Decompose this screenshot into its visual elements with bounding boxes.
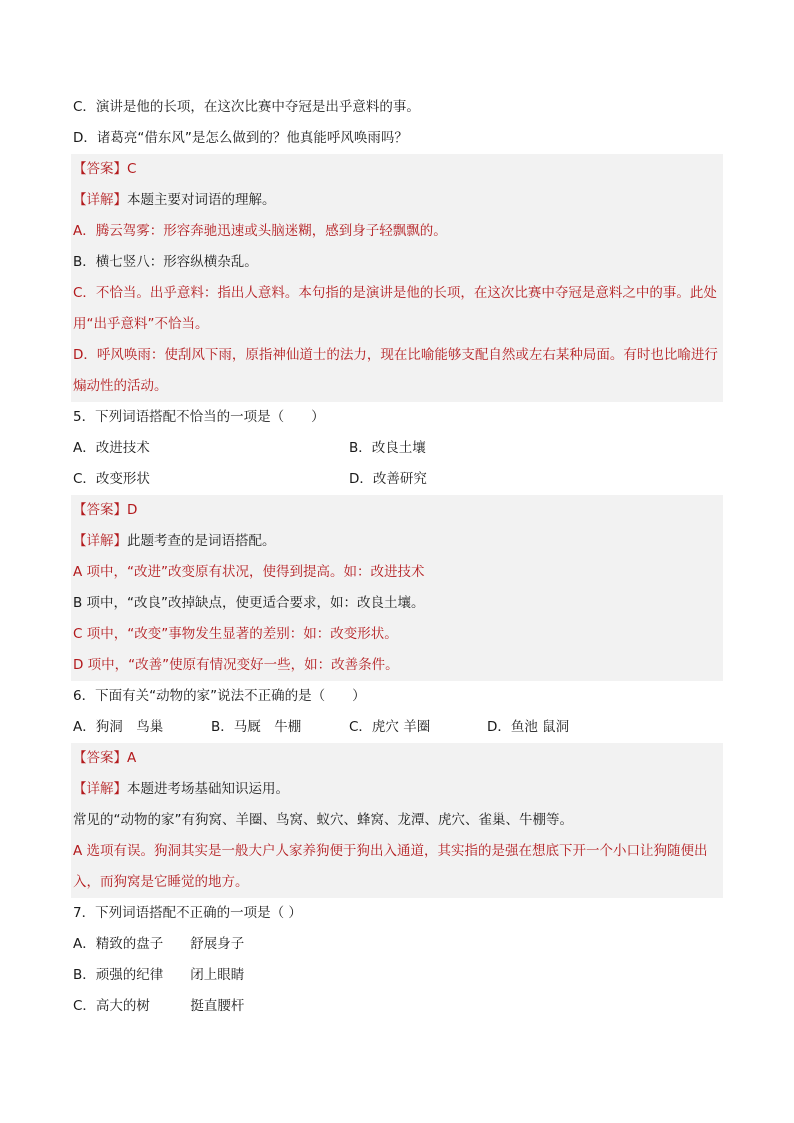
q6-option-a: A．狗洞 鸟巢 <box>73 719 164 735</box>
q4-answer-block <box>71 154 723 402</box>
detail-tag: 【详解】 <box>73 192 127 208</box>
q5-stem: 5．下列词语搭配不恰当的一项是（ ） <box>73 409 325 425</box>
answer-tag: 【答案】 <box>73 750 127 766</box>
q6-detail-common: 常见的“动物的家”有狗窝、羊圈、鸟窝、蚁穴、蜂窝、龙潭、虎穴、雀巢、牛棚等。 <box>73 812 573 828</box>
q5-options-row-2 <box>71 464 723 495</box>
q6-detail-a: A 选项有误。狗洞其实是一般大户人家养狗便于狗出入通道，其实指的是强在想底下开一个小口让狗随便出入，而狗窝是它睡觉的地方。 <box>73 843 708 890</box>
answer-value: C <box>127 161 137 177</box>
q5-option-d: D．改善研究 <box>349 471 427 487</box>
q5-detail-c: C 项中，“改变”事物发生显著的差别：如：改变形状。 <box>73 626 398 642</box>
q5-detail-d: D 项中，“改善”使原有情况变好一些，如：改善条件。 <box>73 657 399 673</box>
q6-answer-block <box>71 743 723 898</box>
detail-intro: 此题考查的是词语搭配。 <box>127 533 276 549</box>
q4-option-c: C．演讲是他的长项，在这次比赛中夺冠是出乎意料的事。 <box>73 99 420 115</box>
q7-option-c: C．高大的树 挺直腰杆 <box>73 998 245 1014</box>
q6-option-c: C．虎穴 羊圈 <box>349 719 431 735</box>
q4-detail-c: C．不恰当。出乎意料：指出人意料。本句指的是演讲是他的长项，在这次比赛中夺冠是意料之中的事。此处用“出乎意料”不恰当。 <box>73 285 717 332</box>
q7-option-a: A．精致的盘子 舒展身子 <box>73 936 245 952</box>
detail-intro: 本题进考场基础知识运用。 <box>127 781 289 797</box>
q5-detail-line <box>71 526 723 557</box>
q5-answer-block <box>71 495 723 681</box>
q4-detail-d: D．呼风唤雨：使刮风下雨，原指神仙道士的法力，现在比喻能够支配自然或左右某种局面。有时也比喻进行煽动性的活动。 <box>73 347 718 394</box>
q6-stem: 6．下面有关“动物的家”说法不正确的是（ ） <box>73 688 366 704</box>
answer-tag: 【答案】 <box>73 161 127 177</box>
q7-stem: 7．下列词语搭配不正确的一项是（ ） <box>73 905 302 921</box>
q6-option-b: B．马厩 牛棚 <box>211 719 302 735</box>
q4-detail-b: B．横七竖八：形容纵横杂乱。 <box>73 254 258 270</box>
q4-answer-line <box>71 154 723 185</box>
detail-tag: 【详解】 <box>73 781 127 797</box>
q5-options-row-1 <box>71 433 723 464</box>
detail-tag: 【详解】 <box>73 533 127 549</box>
q4-detail-a: A．腾云驾雾：形容奔驰迅速或头脑迷糊，感到身子轻飘飘的。 <box>73 223 447 239</box>
q5-detail-a: A 项中，“改进”改变原有状况，使得到提高。如：改进技术 <box>73 564 425 580</box>
document-page <box>71 92 723 1022</box>
q6-option-d: D．鱼池 鼠洞 <box>487 719 570 735</box>
answer-value: A <box>127 750 137 766</box>
q5-option-b: B．改良土壤 <box>349 440 426 456</box>
q6-detail-line <box>71 774 723 805</box>
q5-option-a: A．改进技术 <box>73 440 150 456</box>
q7-option-b: B．顽强的纪律 闭上眼睛 <box>73 967 245 983</box>
q5-detail-b: B 项中，“改良”改掉缺点，使更适合要求，如：改良土壤。 <box>73 595 425 611</box>
q4-option-d: D．诸葛亮“借东风”是怎么做到的？他真能呼风唤雨吗？ <box>73 130 408 146</box>
q5-answer-line <box>71 495 723 526</box>
q5-option-c: C．改变形状 <box>73 471 150 487</box>
answer-value: D <box>127 502 138 518</box>
detail-intro: 本题主要对词语的理解。 <box>127 192 276 208</box>
q4-detail-line <box>71 185 723 216</box>
q6-answer-line <box>71 743 723 774</box>
q6-options-row <box>71 712 723 743</box>
answer-tag: 【答案】 <box>73 502 127 518</box>
